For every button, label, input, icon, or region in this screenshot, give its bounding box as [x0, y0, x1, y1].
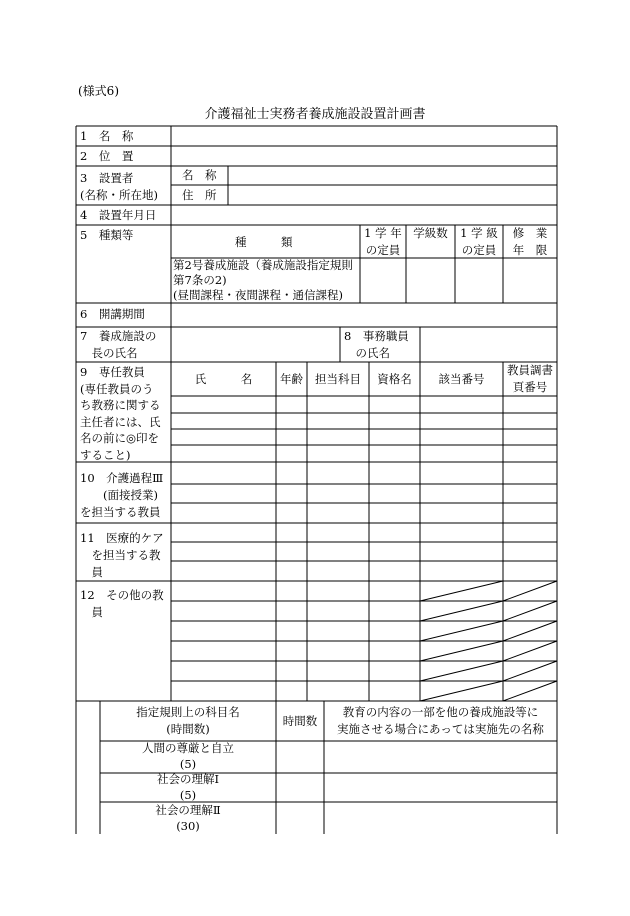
label-period: 6 開講期間 [80, 307, 145, 321]
header-teacher-name: 氏 名 [194, 372, 253, 386]
subject-name: 社会の理解Ⅰ [156, 772, 220, 786]
header-teacher-number: 該当番号 [438, 372, 485, 386]
header-class-capacity: 1 学 級 の定員 [460, 226, 498, 257]
label-location: 2 位 置 [80, 149, 134, 163]
subject-name: 社会の理解Ⅱ [155, 803, 221, 817]
header-teacher-age: 年齢 [280, 372, 303, 386]
header-teacher-page: 教員調書 頁番号 [507, 363, 553, 394]
label-clerk: 8 事務職員 の氏名 [344, 329, 409, 360]
label-name: 1 名 称 [80, 129, 134, 143]
label-founder: 3 設置者 (名称・所在地) [80, 171, 158, 202]
label-founder-name: 名 称 [182, 168, 217, 182]
label-course3-teachers: 10 介護過程Ⅲ (面接授業) を担当する教員 [80, 471, 164, 519]
header-type-kind: 種 類 [235, 235, 293, 249]
header-subject-name: 指定規則上の科目名 (時間数) [136, 705, 240, 736]
page-title: 介護福祉士実務者養成施設設置計画書 [204, 107, 426, 122]
form-number-label: (様式6) [78, 84, 119, 98]
header-annual-capacity: 1 学 年 の定員 [364, 226, 402, 257]
header-subject-partner: 教育の内容の一部を他の養成施設等に 実施させる場合にあっては実施先の名称 [337, 705, 544, 736]
subject-hours: (5) [179, 757, 197, 771]
label-director: 7 養成施設の 長の氏名 [80, 329, 157, 360]
label-type: 5 種類等 [80, 228, 134, 242]
subject-hours: (30) [176, 819, 200, 833]
label-medical-teachers: 11 医療的ケア を担当する教 員 [80, 531, 164, 579]
label-established: 4 設置年月日 [80, 208, 157, 222]
label-fulltime-teachers: 9 専任教員 (専任教員のう ち教務に関する 主任者には、氏 名の前に◎印を すること) [80, 365, 161, 462]
header-subject-hours: 時間数 [282, 714, 318, 728]
header-class-count: 学級数 [413, 226, 448, 240]
header-teacher-subject: 担当科目 [315, 372, 361, 386]
header-teacher-qualification: 資格名 [377, 372, 412, 386]
subject-name: 人間の尊厳と自立 [142, 741, 234, 755]
type-kind-value: 第2号養成施設（養成施設指定規則 第7条の2) (昼間課程・夜間課程・通信課程) [173, 258, 353, 302]
subject-hours: (5) [179, 788, 197, 802]
header-term: 修 業 年 限 [512, 226, 548, 257]
label-founder-address: 住 所 [182, 188, 217, 202]
label-other-teachers: 12 その他の教 員 [80, 588, 164, 619]
